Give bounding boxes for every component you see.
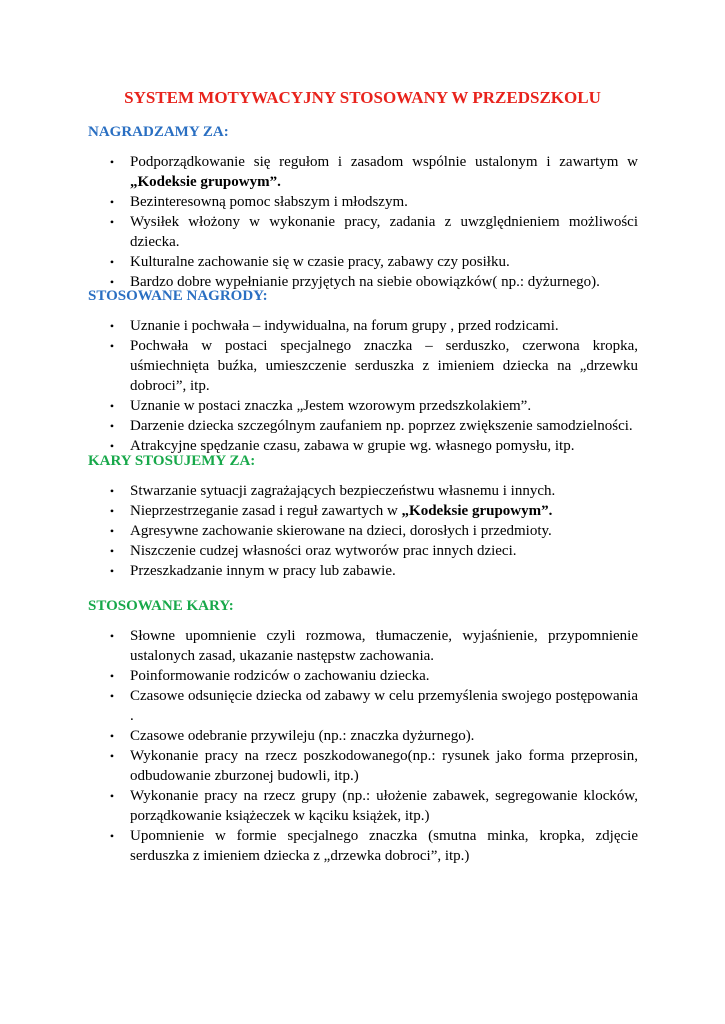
page-title: SYSTEM MOTYWACYJNY STOSOWANY W PRZEDSZKOLU	[124, 88, 601, 107]
section-heading-nagrody: STOSOWANE NAGRODY:	[88, 288, 268, 304]
section-heading-nagradzamy: NAGRADZAMY ZA:	[88, 124, 229, 140]
list-nagradzamy	[88, 152, 638, 292]
bullet-icon: •	[109, 729, 115, 743]
bullet-icon: •	[109, 564, 115, 578]
list-item: • Wykonanie pracy na rzecz poszkodowanego(np.: rysunek jako forma przeprosin, odbudowanie zburzonej budowli, itp.)	[88, 746, 638, 786]
bullet-icon: •	[109, 195, 115, 209]
list-item: • Uznanie i pochwała – indywidualna, na forum grupy , przed rodzicami.	[88, 316, 638, 336]
list-item: • Czasowe odsunięcie dziecka od zabawy w celu przemyślenia swojego postępowania .	[88, 686, 638, 726]
list-kary-za	[88, 481, 638, 581]
bullet-icon: •	[109, 439, 115, 453]
list-item: • Kulturalne zachowanie się w czasie pracy, zabawy czy posiłku.	[88, 252, 638, 272]
list-item: • Bardzo dobre wypełnianie przyjętych na siebie obowiązków( np.: dyżurnego).	[88, 272, 638, 292]
list-item: • Nieprzestrzeganie zasad i reguł zawartych w „Kodeksie grupowym”.	[88, 501, 638, 521]
bullet-icon: •	[109, 399, 115, 413]
bullet-icon: •	[109, 524, 115, 538]
list-item: • Agresywne zachowanie skierowane na dzieci, dorosłych i przedmioty.	[88, 521, 638, 541]
list-item: • Przeszkadzanie innym w pracy lub zabawie.	[88, 561, 638, 581]
bullet-icon: •	[109, 419, 115, 433]
section-heading-kary-za: KARY STOSUJEMY ZA:	[88, 453, 256, 469]
list-item: • Wykonanie pracy na rzecz grupy (np.: ułożenie zabawek, segregowanie klocków, porządkowanie książeczek w kąciku książek, itp.)	[88, 786, 638, 826]
list-item: • Stwarzanie sytuacji zagrażających bezpieczeństwu własnemu i innych.	[88, 481, 638, 501]
list-item: • Bezinteresowną pomoc słabszym i młodszym.	[88, 192, 638, 212]
bullet-icon: •	[109, 155, 115, 169]
bullet-icon: •	[109, 669, 115, 683]
bullet-icon: •	[109, 789, 115, 803]
bullet-icon: •	[109, 504, 115, 518]
list-item: • Niszczenie cudzej własności oraz wytworów prac innych dzieci.	[88, 541, 638, 561]
list-item: • Poinformowanie rodziców o zachowaniu dziecka.	[88, 666, 638, 686]
list-item: • Pochwała w postaci specjalnego znaczka – serduszko, czerwona kropka, uśmiechnięta buźka, umieszczenie serduszka z imieniem dziecka na „drzewku dobroci”, itp.	[88, 336, 638, 396]
list-item: • Darzenie dziecka szczególnym zaufaniem np. poprzez zwiększenie samodzielności.	[88, 416, 638, 436]
list-item: • Uznanie w postaci znaczka „Jestem wzorowym przedszkolakiem”.	[88, 396, 638, 416]
bullet-icon: •	[109, 484, 115, 498]
list-kary	[88, 626, 638, 866]
bullet-icon: •	[109, 689, 115, 703]
list-item: • Upomnienie w formie specjalnego znaczka (smutna minka, kropka, zdjęcie serduszka z imieniem dziecka z „drzewka dobroci”, itp.)	[88, 826, 638, 866]
section-heading-kary: STOSOWANE KARY:	[88, 598, 234, 614]
bullet-icon: •	[109, 255, 115, 269]
bullet-icon: •	[109, 749, 115, 763]
list-item: • Podporządkowanie się regułom i zasadom wspólnie ustalonym i zawartym w „Kodeksie grupowym”.	[88, 152, 638, 192]
list-item: • Wysiłek włożony w wykonanie pracy, zadania z uwzględnieniem możliwości dziecka.	[88, 212, 638, 252]
bullet-icon: •	[109, 319, 115, 333]
bullet-icon: •	[109, 215, 115, 229]
list-item: • Słowne upomnienie czyli rozmowa, tłumaczenie, wyjaśnienie, przypomnienie ustalonych zasad, ukazanie następstw zachowania.	[88, 626, 638, 666]
bullet-icon: •	[109, 339, 115, 353]
bullet-icon: •	[109, 829, 115, 843]
bullet-icon: •	[109, 629, 115, 643]
bullet-icon: •	[109, 544, 115, 558]
list-nagrody	[88, 316, 638, 456]
bullet-icon: •	[109, 275, 115, 289]
list-item: • Atrakcyjne spędzanie czasu, zabawa w grupie wg. własnego pomysłu, itp.	[88, 436, 638, 456]
list-item: • Czasowe odebranie przywileju (np.: znaczka dyżurnego).	[88, 726, 638, 746]
